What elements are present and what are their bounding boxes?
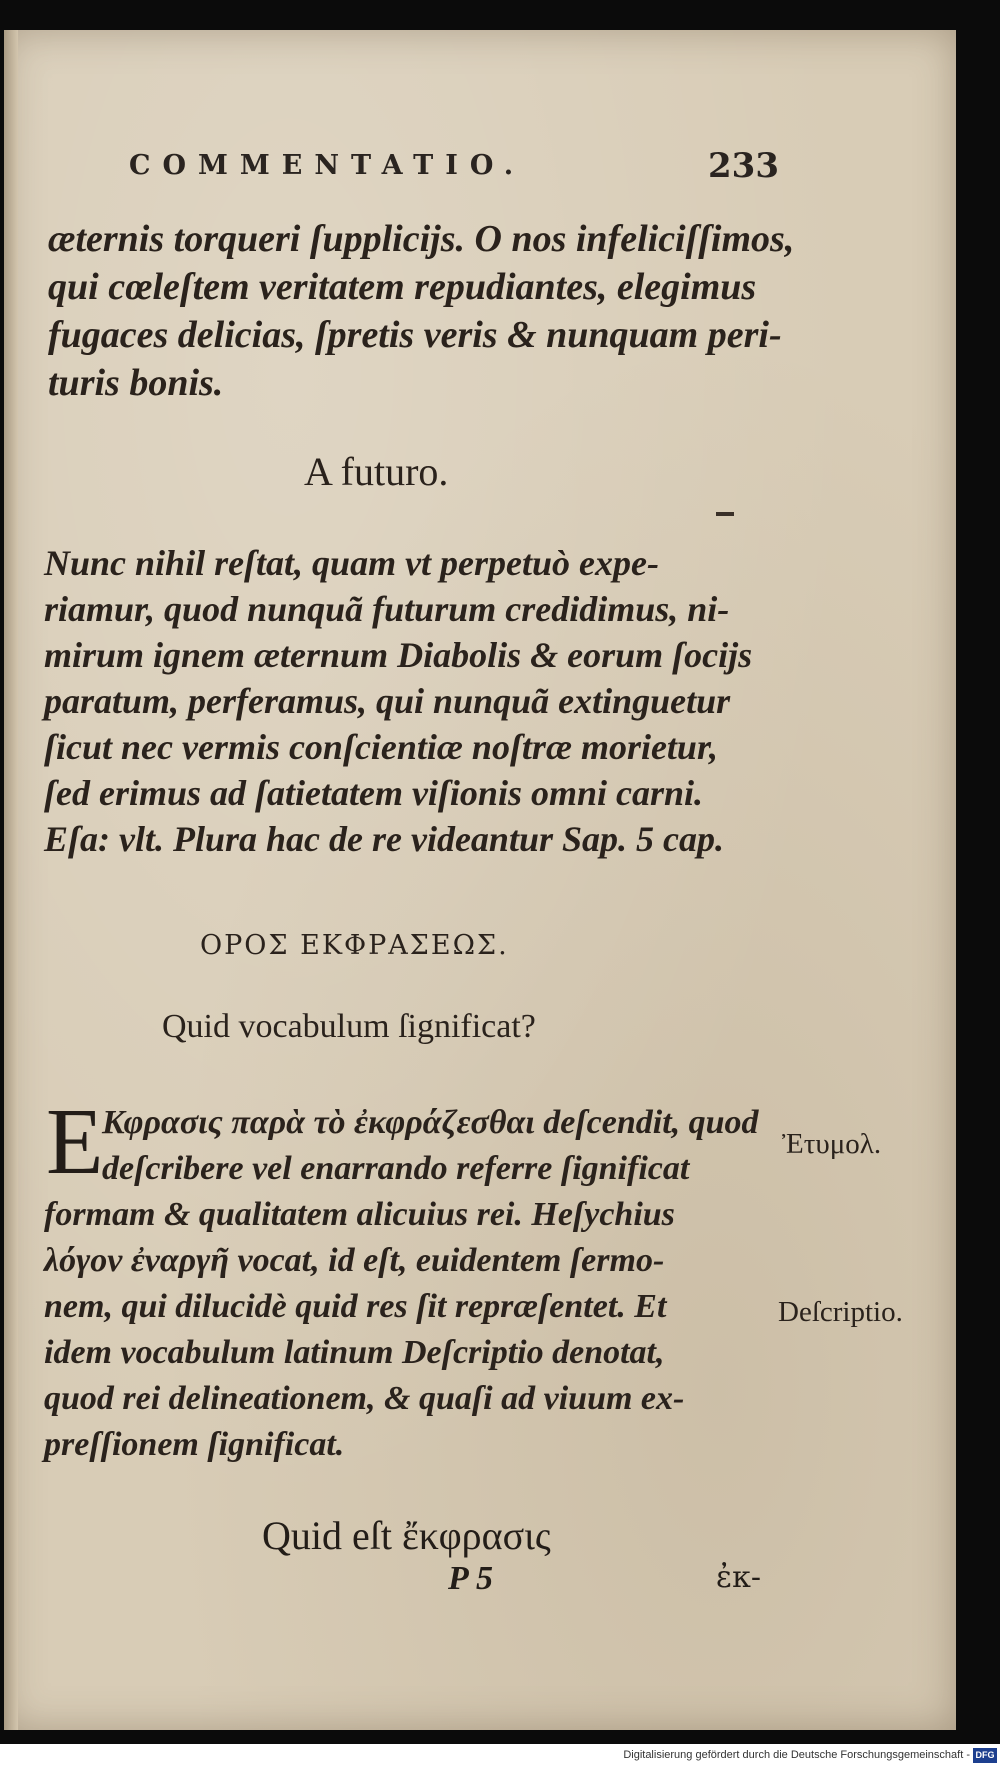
paragraph-line: formam & qualitatem alicuius rei. Heſychius: [44, 1196, 675, 1233]
paragraph-line: deſcribere vel enarrando referre ſignificat: [102, 1150, 690, 1187]
paragraph-line: fugaces delicias, ſpretis veris & nunquam peri-: [48, 314, 782, 356]
question-heading-1: Quid vocabulum ſignificat?: [162, 1008, 536, 1045]
paragraph-line: preſſionem ſignificat.: [44, 1426, 345, 1463]
page-header: [129, 142, 779, 190]
page-number: 233: [708, 146, 779, 186]
paragraph-line: mirum ignem æternum Diabolis & eorum ſocijs: [44, 635, 753, 675]
page-edge: [4, 30, 18, 1730]
paragraph-line: ſed erimus ad ſatietatem viſionis omni carni.: [44, 773, 703, 813]
paragraph-line: Nunc nihil reſtat, quam vt perpetuò expe-: [44, 543, 659, 583]
margin-note-etymology: Ἐτυμολ.: [782, 1128, 882, 1160]
paragraph-line: ſicut nec vermis conſcientiæ noſtræ morietur,: [44, 727, 718, 767]
paragraph-line: Κφρασις παρὰ τὸ ἐκφράζεσθαι deſcendit, quod: [102, 1104, 759, 1141]
dfg-logo-icon: DFG: [973, 1748, 997, 1763]
paragraph-line: idem vocabulum latinum Deſcriptio denotat,: [44, 1334, 665, 1371]
paragraph-line: nem, qui dilucidè quid res ſit repræſentet. Et: [44, 1288, 667, 1325]
paragraph-line: λόγον ἐναργῆ vocat, id eſt, euidentem ſermo-: [44, 1242, 665, 1279]
paragraph-3: [44, 1100, 759, 1468]
paragraph-line: qui cœleſtem veritatem repudiantes, elegimus: [48, 266, 757, 308]
paragraph-1: [48, 215, 794, 407]
paragraph-line: paratum, perferamus, qui nunquã extinguetur: [44, 681, 731, 721]
funding-credit: Digitalisierung gefördert durch die Deutsche Forschungsgemeinschaft -: [623, 1749, 970, 1761]
book-page: [4, 30, 956, 1730]
paragraph-line: turis bonis.: [48, 362, 224, 404]
greek-section-heading: ΟΡΟΣ ΕΚΦΡΑΣΕΩΣ.: [200, 930, 509, 961]
catchword: ἐκ-: [716, 1560, 761, 1595]
paragraph-line: æternis torqueri ſupplicijs. O nos infeliciſſimos,: [48, 218, 795, 260]
running-title: COMMENTATIO.: [129, 150, 526, 181]
paragraph-line: quod rei delineationem, & quaſi ad viuum ex-: [44, 1380, 685, 1417]
margin-note-descriptio: Deſcriptio.: [778, 1296, 903, 1328]
paragraph-line: riamur, quod nunquã futurum credidimus, ni-: [44, 589, 730, 629]
ink-mark: [716, 512, 734, 516]
paragraph-line: Eſa: vlt. Plura hac de re videantur Sap. 5 cap.: [44, 819, 724, 859]
paragraph-2: [44, 540, 752, 862]
drop-cap: E: [46, 1090, 104, 1194]
signature-mark: P 5: [448, 1560, 494, 1597]
footer-bar: [0, 1744, 1000, 1768]
section-heading-future: A futuro.: [304, 449, 449, 494]
question-heading-2: Quid eſt ἔκφρασις: [262, 1513, 551, 1558]
